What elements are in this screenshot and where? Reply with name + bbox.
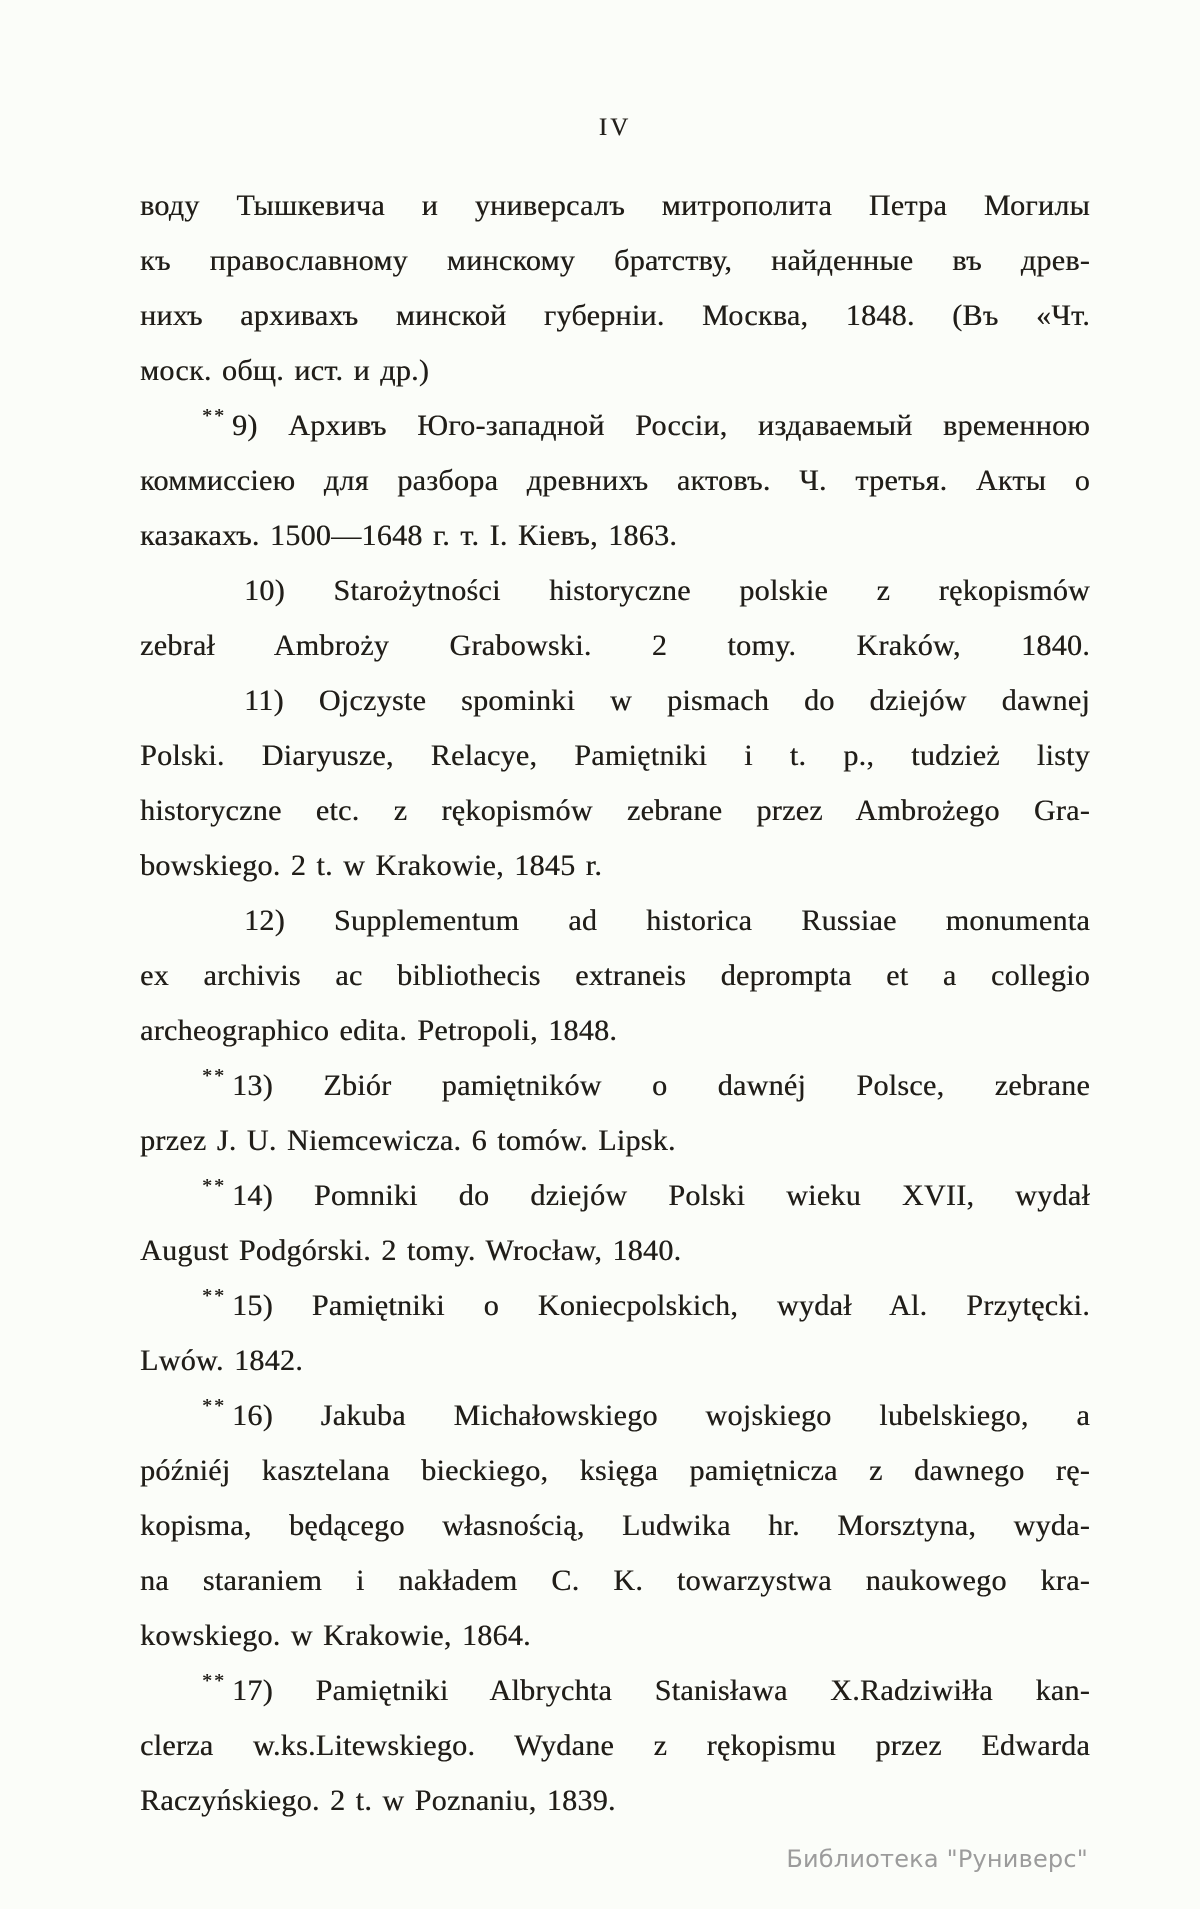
text-line: моск. общ. ист. и др.) xyxy=(140,354,430,387)
text-line: казакахъ. 1500—1648 г. т. I. Кіевъ, 1863. xyxy=(140,519,678,552)
text-line: na staraniem i nakładem C. K. towarzystwa naukowego kra- xyxy=(140,1564,1090,1597)
text-line: ** 16) Jakuba Michałowskiego wojskiego lubelskiego, a xyxy=(202,1395,1090,1432)
text-line: 11) Ojczyste spominki w pismach do dziejów dawnej xyxy=(244,684,1090,717)
bibliography-entry-9 xyxy=(140,398,1090,563)
double-asterisk-marker: ** xyxy=(202,1285,226,1307)
bibliography-entry-8-continued xyxy=(140,178,1090,398)
double-asterisk-marker: ** xyxy=(202,1395,226,1417)
bibliography-entry-10 xyxy=(140,563,1090,673)
double-asterisk-marker: ** xyxy=(202,405,226,427)
text-line: późniéj kasztelana bieckiego, księga pamiętnicza z dawnego rę- xyxy=(140,1454,1090,1487)
text-line: ** 17) Pamiętniki Albrychta Stanisława X.Radziwiłła kan- xyxy=(202,1670,1090,1707)
text-line: kopisma, będącego własnością, Ludwika hr. Morsztyna, wyda- xyxy=(140,1509,1090,1542)
text-line: August Podgórski. 2 tomy. Wrocław, 1840. xyxy=(140,1234,682,1267)
bibliography-entry-12 xyxy=(140,893,1090,1058)
text-line: ex archivis ac bibliothecis extraneis deprompta et a collegio xyxy=(140,959,1090,992)
text-line: archeographico edita. Petropoli, 1848. xyxy=(140,1014,618,1047)
text-line: zebrał Ambroży Grabowski. 2 tomy. Kraków, 1840. xyxy=(140,629,1090,662)
bibliography-entry-17 xyxy=(140,1663,1090,1828)
text-line: Lwów. 1842. xyxy=(140,1344,304,1377)
text-line: clerza w.ks.Litewskiego. Wydane z rękopismu przez Edwarda xyxy=(140,1729,1090,1762)
bibliography-entry-16 xyxy=(140,1388,1090,1663)
bibliography-entry-11 xyxy=(140,673,1090,893)
text-line: Raczyńskiego. 2 t. w Poznaniu, 1839. xyxy=(140,1784,616,1817)
text-line: 10) Starożytności historyczne polskie z rękopismów xyxy=(244,574,1090,607)
text-line: kowskiego. w Krakowie, 1864. xyxy=(140,1619,531,1652)
text-line: Polski. Diaryusze, Relacye, Pamiętniki i t. p., tudzież listy xyxy=(140,739,1090,772)
bibliography-entry-13 xyxy=(140,1058,1090,1168)
bibliography-entry-14 xyxy=(140,1168,1090,1278)
text-line: ** 14) Pomniki do dziejów Polski wieku XVII, wydał xyxy=(202,1175,1090,1212)
text-line: przez J. U. Niemcewicza. 6 tomów. Lipsk. xyxy=(140,1124,676,1157)
text-line: воду Тышкевича и универсалъ митрополита Петра Могилы xyxy=(140,189,1090,222)
text-line: коммиссіею для разбора древнихъ актовъ. Ч. третья. Акты о xyxy=(140,464,1090,497)
text-line: historyczne etc. z rękopismów zebrane przez Ambrożego Gra- xyxy=(140,794,1090,827)
library-watermark: Библиотека "Руниверс" xyxy=(786,1845,1088,1873)
double-asterisk-marker: ** xyxy=(202,1670,226,1692)
text-line: ** 15) Pamiętniki o Koniecpolskich, wydał Al. Przytęcki. xyxy=(202,1285,1090,1322)
text-line: къ православному минскому братству, найденные въ древ- xyxy=(140,244,1090,277)
double-asterisk-marker: ** xyxy=(202,1065,226,1087)
text-line: ** 13) Zbiór pamiętników o dawnéj Polsce, zebrane xyxy=(202,1065,1090,1102)
bibliography-entry-15 xyxy=(140,1278,1090,1388)
text-line: 12) Supplementum ad historica Russiae monumenta xyxy=(244,904,1090,937)
text-line: bowskiego. 2 t. w Krakowie, 1845 r. xyxy=(140,849,603,882)
text-line: ** 9) Архивъ Юго-западной Россіи, издаваемый временною xyxy=(202,405,1090,442)
double-asterisk-marker: ** xyxy=(202,1175,226,1197)
text-line: нихъ архивахъ минской губерніи. Москва, 1848. (Въ «Чт. xyxy=(140,299,1090,332)
page-number: IV xyxy=(598,114,632,141)
bibliography-text-block xyxy=(140,178,1090,1828)
